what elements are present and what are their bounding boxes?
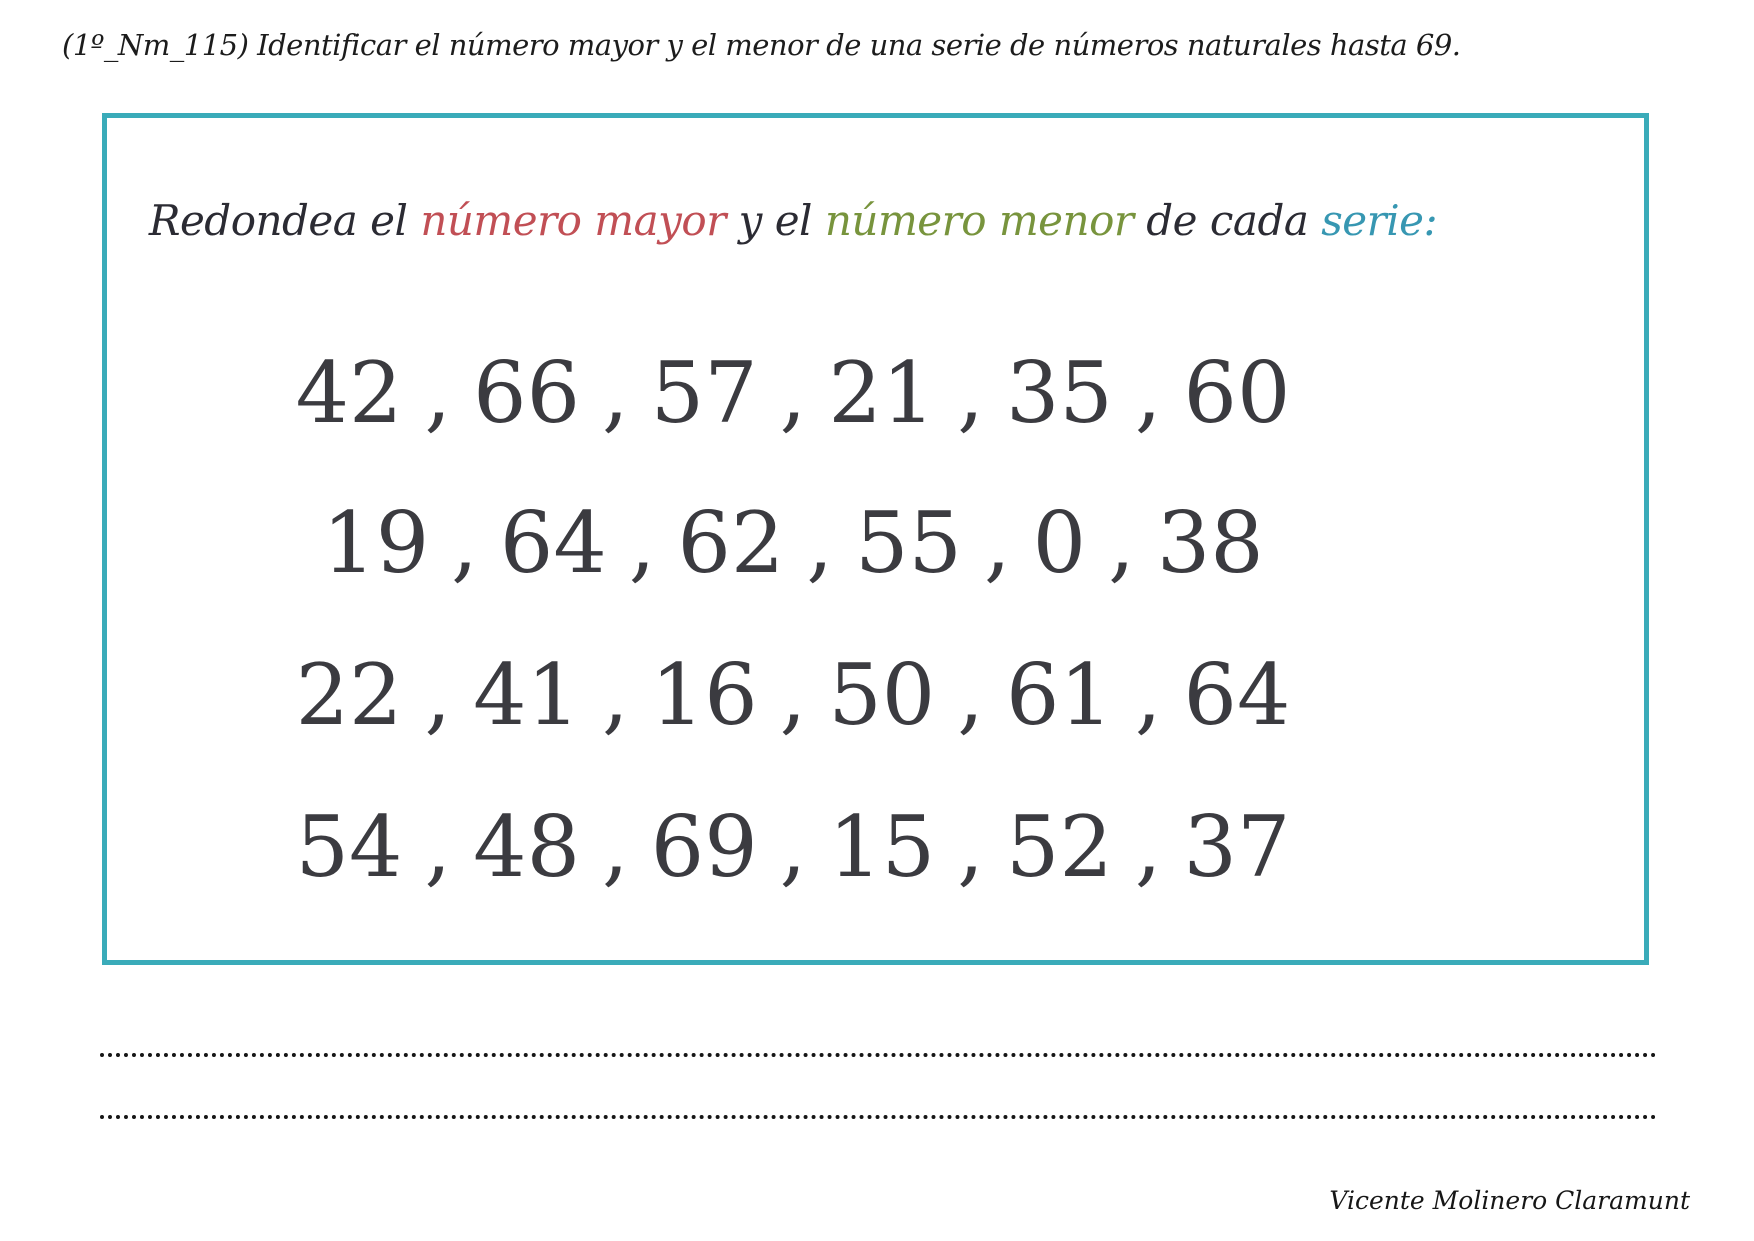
series-number: 61 [1005, 646, 1113, 744]
series-number: 60 [1183, 344, 1291, 442]
series-number: 0 [1032, 494, 1087, 592]
series-number: 62 [677, 494, 785, 592]
comma-separator: , [983, 494, 1011, 592]
comma-separator: , [602, 344, 629, 442]
comma-separator: , [957, 344, 984, 442]
series-number: 50 [828, 646, 936, 744]
worksheet-box [102, 113, 1649, 965]
comma-separator: , [1134, 344, 1162, 442]
comma-separator: , [1108, 494, 1135, 592]
answer-dotted-line-1 [100, 1053, 1657, 1057]
comma-separator: , [1134, 798, 1162, 896]
comma-separator: , [602, 798, 629, 896]
highlight-serie: serie: [1321, 196, 1438, 245]
comma-separator: , [602, 646, 629, 744]
instruction-title [107, 196, 1479, 245]
worksheet-content [107, 118, 1479, 960]
highlight-numero-menor: número menor [824, 196, 1134, 245]
instruction-suffix: de cada [1133, 196, 1322, 245]
comma-separator: , [779, 344, 807, 442]
series-number: 64 [499, 494, 607, 592]
series-number: 64 [1183, 646, 1291, 744]
comma-separator: , [1134, 646, 1162, 744]
series-number: 52 [1005, 798, 1113, 896]
comma-separator: , [779, 646, 807, 744]
series-number: 15 [828, 798, 936, 896]
author-credit: Vicente Molinero Claramunt [1329, 1186, 1690, 1215]
series-number: 37 [1183, 798, 1291, 896]
instruction-middle: y el [725, 196, 825, 245]
answer-dotted-line-2 [100, 1115, 1657, 1119]
comma-separator: , [424, 646, 452, 744]
comma-separator: , [628, 494, 656, 592]
series-number: 66 [473, 344, 581, 442]
series-number: 48 [473, 798, 581, 896]
comma-separator: , [779, 798, 807, 896]
series-number: 38 [1156, 494, 1264, 592]
comma-separator: , [957, 798, 984, 896]
series-row-4 [107, 792, 1479, 902]
series-number: 69 [650, 798, 758, 896]
series-row-3 [107, 640, 1479, 750]
series-number: 42 [295, 344, 403, 442]
series-number: 41 [473, 646, 581, 744]
instruction-prefix: Redondea el [148, 196, 421, 245]
series-number: 21 [828, 344, 936, 442]
comma-separator: , [957, 646, 984, 744]
series-number: 55 [855, 494, 962, 592]
series-number: 19 [322, 494, 430, 592]
series-number: 35 [1005, 344, 1113, 442]
series-number: 16 [650, 646, 758, 744]
series-row-2 [107, 488, 1479, 598]
series-number: 22 [295, 646, 403, 744]
series-number: 54 [295, 798, 403, 896]
comma-separator: , [424, 344, 452, 442]
highlight-numero-mayor: número mayor [420, 196, 726, 245]
series-number: 57 [650, 344, 758, 442]
comma-separator: , [451, 494, 478, 592]
comma-separator: , [806, 494, 834, 592]
comma-separator: , [424, 798, 452, 896]
series-row-1 [107, 338, 1479, 448]
header-objective-text: (1º_Nm_115) Identificar el número mayor y el menor de una serie de números naturales hasta 69. [62, 28, 1461, 62]
